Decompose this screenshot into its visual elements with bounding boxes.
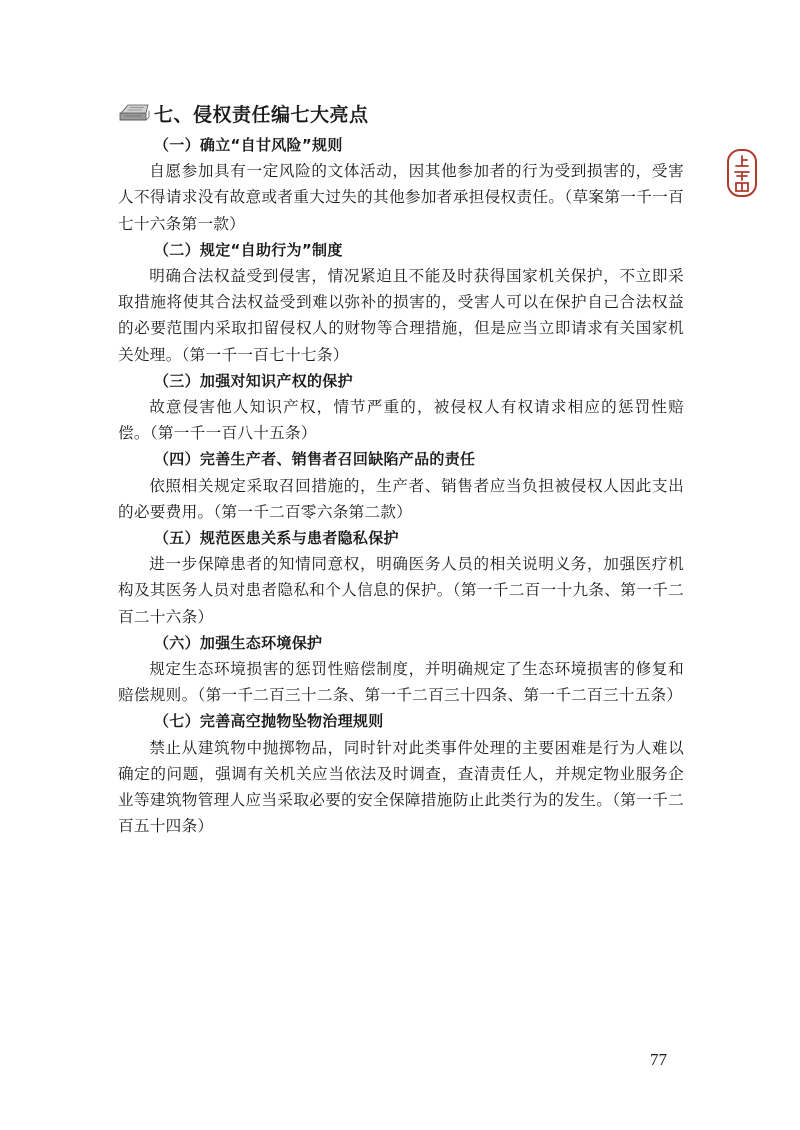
section-body-5: 进一步保障患者的知情同意权，明确医务人员的相关说明义务，加强医疗机构及其医务人员对患者隐私和个人信息的保护。（第一千二百一十九条、第一千二百二十六条） (118, 555, 684, 626)
section-title-3: （三）加强对知识产权的保护 (154, 371, 353, 390)
section-body-3: 故意侵害他人知识产权，情节严重的，被侵权人有权请求相应的惩罚性赔偿。（第一千一百八十五条） (118, 398, 684, 443)
section-body-4: 依照相关规定采取召回措施的，生产者、销售者应当负担被侵权人因此支出的必要费用。（第一千二百零六条第二款） (118, 476, 684, 521)
chapter-heading (118, 100, 369, 126)
section-body-6: 规定生态环境损害的惩罚性赔偿制度，并明确规定了生态环境损害的修复和赔偿规则。（第一千二百三十二条、第一千二百三十四条、第一千二百三十五条） (118, 660, 684, 705)
section-body-1: 自愿参加具有一定风险的文体活动，因其他参加者的行为受到损害的，受害人不得请求没有故意或者重大过失的其他参加者承担侵权责任。（草案第一千一百七十六条第一款） (118, 162, 684, 233)
section-title-6: （六）加强生态环境保护 (154, 633, 323, 652)
section-title-2: （二）规定“自助行为”制度 (154, 240, 343, 259)
heading-title: 七、侵权责任编七大亮点 (154, 103, 369, 126)
section-title-4: （四）完善生产者、销售者召回缺陷产品的责任 (154, 450, 476, 469)
seal-stamp (726, 148, 758, 198)
section-body-2: 明确合法权益受到侵害，情况紧迫且不能及时获得国家机关保护，不立即采取措施将使其合法权益受到难以弥补的损害的，受害人可以在保护自己合法权益的必要范围内采取扣留侵权人的财物等合理措施，但是应当立即请求有关国家机关处理。（第一千一百七十七条） (118, 267, 684, 364)
section-title-7: （七）完善高空抛物坠物治理规则 (154, 712, 384, 731)
section-body-7: 禁止从建筑物中抛掷物品，同时针对此类事件处理的主要困难是行为人难以确定的问题，强调有关机关应当依法及时调查，查清责任人，并规定物业服务企业等建筑物管理人应当采取必要的安全保障措施防止此类行为的发生。（第一千二百五十四条） (118, 738, 684, 836)
page-number: 77 (650, 1050, 667, 1069)
section-title-5: （五）规范医患关系与患者隐私保护 (154, 529, 399, 548)
book-icon (118, 102, 150, 124)
body-text (118, 132, 684, 839)
section-title-1: （一）确立“自甘风险”规则 (154, 136, 343, 154)
